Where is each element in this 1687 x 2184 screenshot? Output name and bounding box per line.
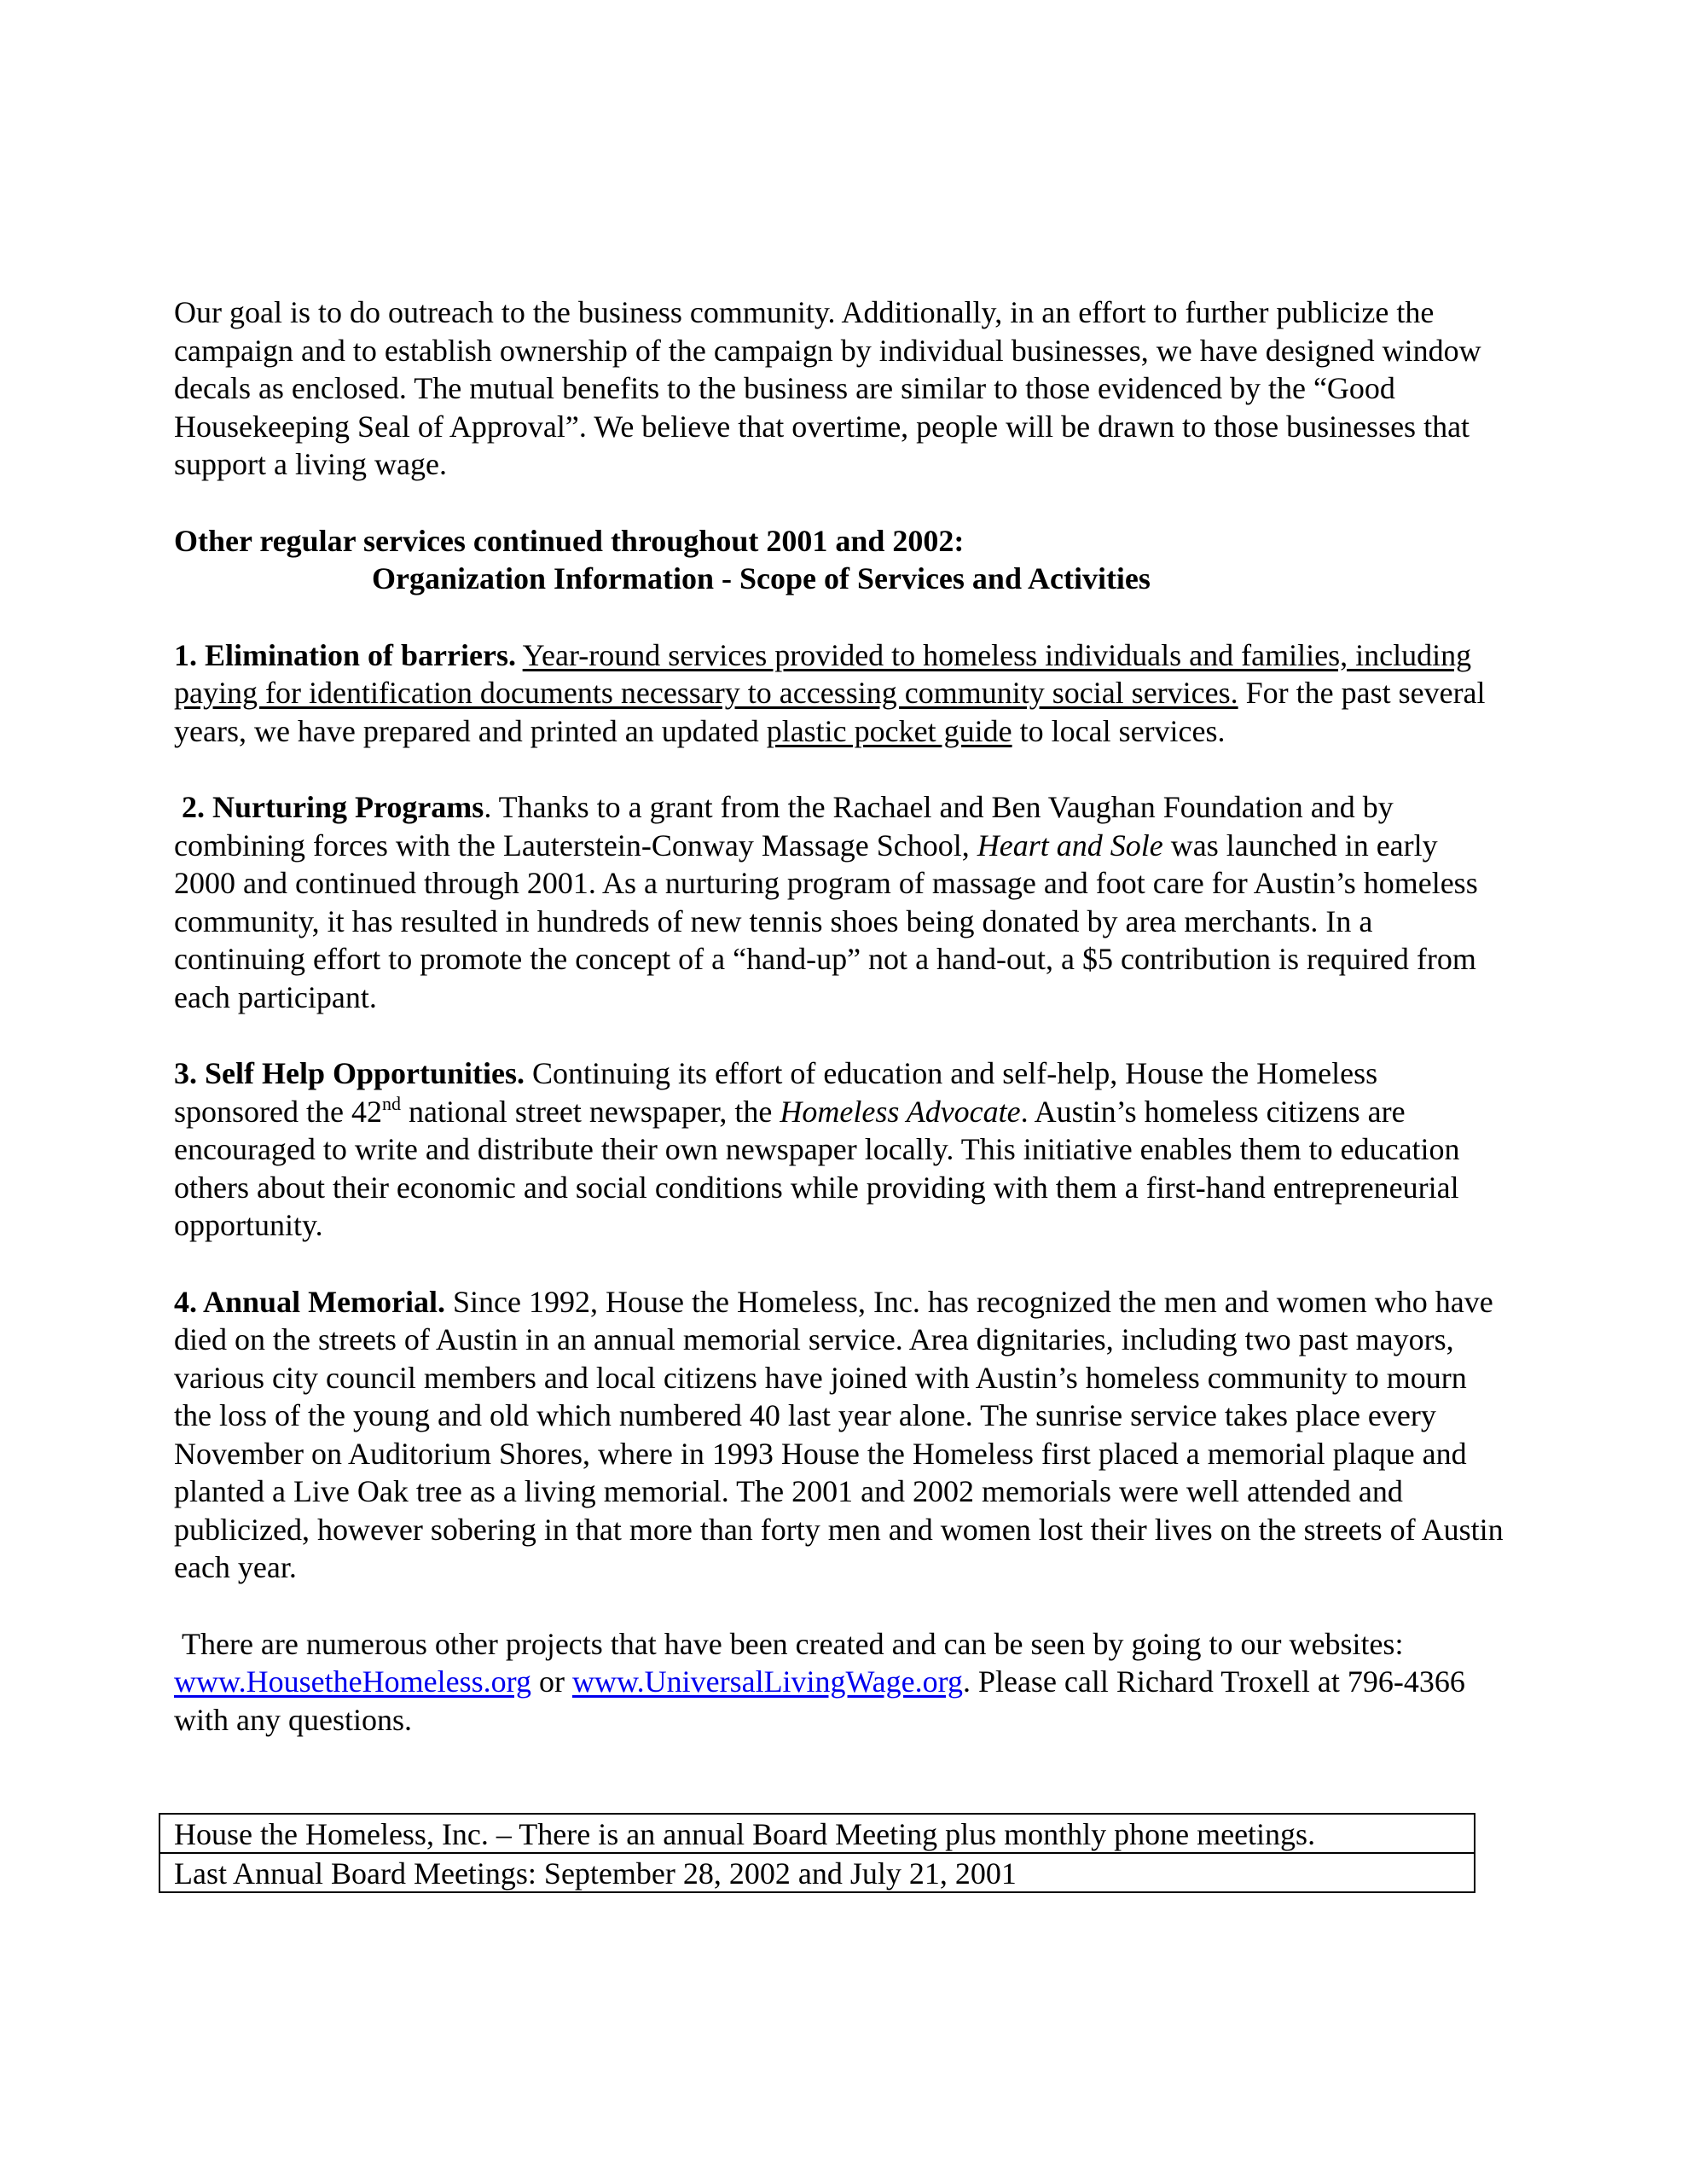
board-meetings-table [159,1813,1475,1893]
section-1-pocket-guide: plastic pocket guide [766,713,1012,748]
section-2-text-b: was launched in early 2000 and continued through 2001. As a nurturing program of massage and foot care for Austin’s homeless community, it has resulted in hundreds of new tennis shoes being donated by area merchants. In a continuing effort to promote the concept of a “hand-up” not a hand-out, a $5 contribution is required from each participant. [174,828,1478,1014]
section-3-text-b: national street newspaper, the [408,1094,773,1129]
section-2-program-name: Heart and Sole [977,828,1163,863]
section-4-text: Since 1992, House the Homeless, Inc. has recognized the men and women who have died on the streets of Austin in an annual memorial service. Area dignitaries, including two past mayors, various city council members and local citizens have joined with Austin’s homeless community to mourn the loss of the young and old which numbered 40 last year alone. The sunrise service takes place every November on Auditorium Shores, where in 1993 House the Homeless first placed a memorial plaque and planted a Live Oak tree as a living memorial. The 2001 and 2002 memorials were well attended and publicized, however sobering in that more than forty men and women lost their lives on the streets of Austin each year. [174,1284,1504,1584]
section-annual-memorial [174,1283,1504,1587]
section-1-text-a: For the past several years, we have prepared and printed an updated [174,676,1486,748]
table-row [159,1853,1475,1892]
board-meeting-dates-cell: Last Annual Board Meetings: September 28, 2002 and July 21, 2001 [159,1853,1475,1892]
services-heading-line2: Organization Information - Scope of Services and Activities [372,561,1151,595]
services-heading [174,522,1504,561]
section-3-superscript: nd [381,1092,401,1114]
section-1-underlined-text: Year-round services provided to homeless individuals and families, including paying for identification documents necessary to accessing community social services. [174,637,1472,710]
document-body [174,293,1504,1739]
section-4-title: 4. Annual Memorial. [174,1284,446,1319]
section-3-newspaper-name: Homeless Advocate [780,1094,1021,1129]
closing-or: or [538,1664,565,1699]
services-heading-line1: Other regular services continued throughout 2001 and 2002: [174,523,965,558]
section-2-text-a: . Thanks to a grant from the Rachael and Ben Vaughan Foundation and by combining forces with the Lauterstein-Conway Massage School, [174,790,1394,863]
section-2-title: 2. Nurturing Programs [182,790,484,824]
section-1-text-b: to local services. [1019,713,1226,748]
house-the-homeless-link[interactable]: www.HousetheHomeless.org [174,1664,531,1699]
section-1-title: 1. Elimination of barriers. [174,637,516,672]
scope-heading [174,560,1504,598]
section-3-text-c: . Austin’s homeless citizens are encouraged to write and distribute their own newspaper locally. This initiative enables them to education others about their economic and social conditions while providing with them a first-hand entrepreneurial opportunity. [174,1094,1460,1242]
board-meeting-info-cell: House the Homeless, Inc. – There is an annual Board Meeting plus monthly phone meetings. [159,1814,1475,1853]
section-3-text-a: Continuing its effort of education and self-help, House the Homeless sponsored the 42 [174,1056,1378,1129]
closing-paragraph [174,1625,1504,1740]
table-row [159,1814,1475,1853]
section-3-title: 3. Self Help Opportunities. [174,1056,525,1090]
universal-living-wage-link[interactable]: www.UniversalLivingWage.org [571,1664,963,1699]
closing-text-a: There are numerous other projects that have been created and can be seen by going to our websites: [182,1626,1404,1661]
closing-text-b: . Please call Richard Troxell at 796-4366 with any questions. [174,1664,1465,1737]
section-nurturing-programs [174,788,1504,1016]
section-elimination-of-barriers [174,636,1504,751]
intro-paragraph: Our goal is to do outreach to the business community. Additionally, in an effort to further publicize the campaign and to establish ownership of the campaign by individual businesses, we have designed window decals as enclosed. The mutual benefits to the business are similar to those evidenced by the “Good Housekeeping Seal of Approval”. We believe that overtime, people will be drawn to those businesses that support a living wage. [174,295,1481,481]
section-self-help-opportunities [174,1054,1504,1245]
